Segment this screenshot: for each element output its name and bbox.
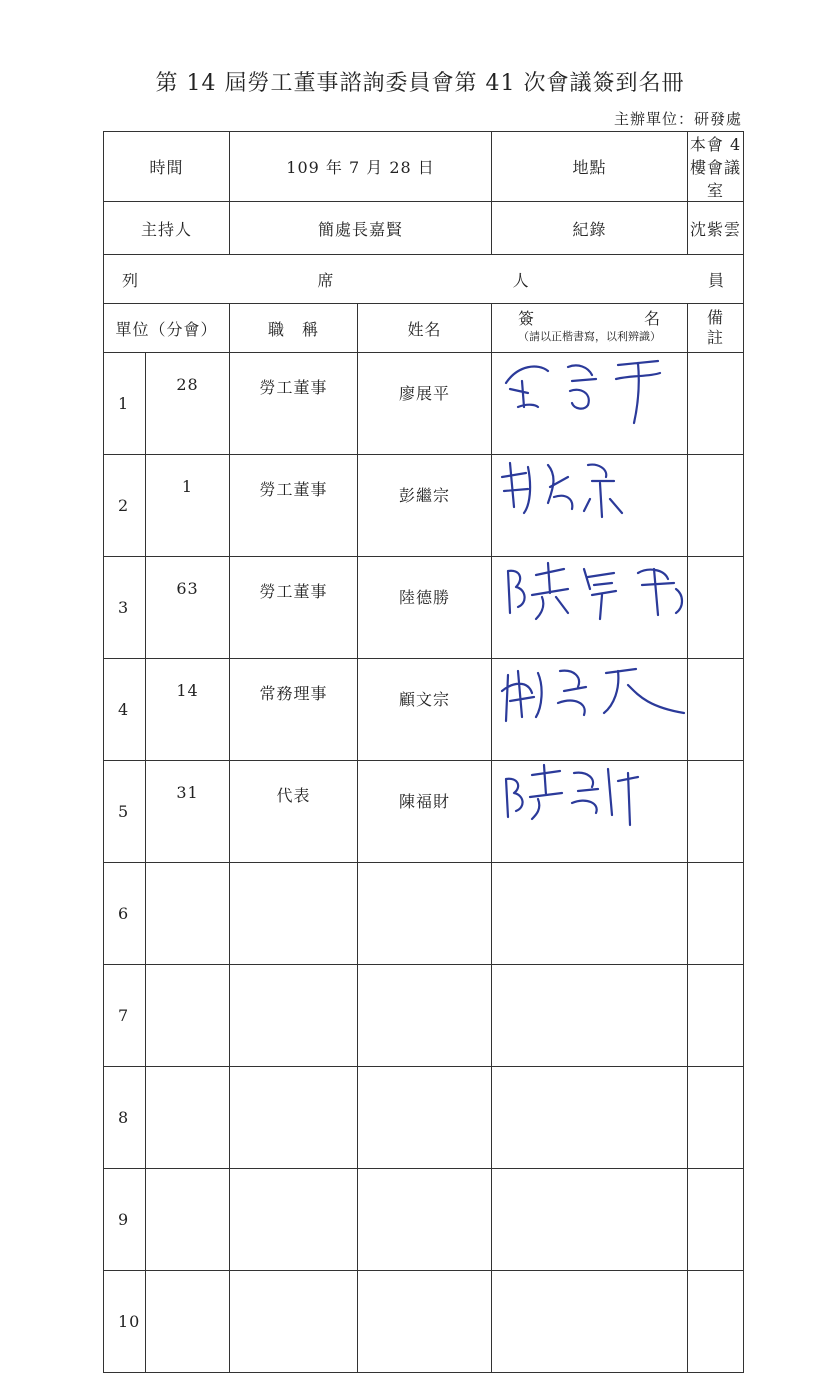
row-remark <box>688 659 744 761</box>
recorder-value-cell <box>688 202 744 255</box>
row-unit: 28 <box>146 353 230 455</box>
row-position: 常務理事 <box>230 659 358 761</box>
row-name: 彭繼宗 <box>358 455 492 557</box>
row-signature <box>492 965 688 1067</box>
position-column-header: 職 稱 <box>230 304 358 353</box>
signature-header-right: 名 <box>644 309 662 328</box>
row-unit: 31 <box>146 761 230 863</box>
sign-in-sheet <box>103 131 744 1373</box>
row-index: 7 <box>104 965 146 1067</box>
recorder-label-cell <box>492 202 688 255</box>
table-row <box>104 1271 744 1373</box>
handwritten-signature <box>492 455 688 533</box>
row-index: 4 <box>104 659 146 761</box>
row-unit <box>146 863 230 965</box>
table-row <box>104 659 744 761</box>
name-column-header: 姓名 <box>358 304 492 353</box>
handwritten-signature <box>492 659 688 737</box>
table-row <box>104 353 744 455</box>
row-remark <box>688 863 744 965</box>
handwritten-signature <box>492 557 688 635</box>
row-position: 勞工董事 <box>230 557 358 659</box>
organizer-label: 主辦單位：研發處 <box>613 110 742 128</box>
attendance-header <box>104 255 744 304</box>
row-index: 9 <box>104 1169 146 1271</box>
table-row <box>104 1169 744 1271</box>
row-unit: 63 <box>146 557 230 659</box>
document-title: 第 14 屆勞工董事諮詢委員會第 41 次會議簽到名冊 <box>155 71 685 96</box>
table-row <box>104 863 744 965</box>
row-remark <box>688 1067 744 1169</box>
recorder-value: 沈紫雲 <box>690 219 742 239</box>
row-signature <box>492 1067 688 1169</box>
row-remark <box>688 1169 744 1271</box>
attendance-char-4: 員 <box>707 270 725 290</box>
row-name: 顧文宗 <box>358 659 492 761</box>
host-label: 主持人 <box>104 202 230 255</box>
row-signature <box>492 1169 688 1271</box>
host-value: 簡處長嘉賢 <box>230 202 492 255</box>
row-signature <box>492 353 688 455</box>
row-remark <box>688 965 744 1067</box>
row-index: 1 <box>104 353 146 455</box>
table-row <box>104 965 744 1067</box>
row-position <box>230 1067 358 1169</box>
row-remark <box>688 353 744 455</box>
attendee-rows <box>104 353 744 1373</box>
row-index: 10 <box>104 1271 146 1373</box>
row-name: 陸德勝 <box>358 557 492 659</box>
time-label: 時間 <box>104 132 230 202</box>
table-row <box>104 761 744 863</box>
time-value: 109 年 7 月 28 日 <box>230 132 492 202</box>
attendance-char-3: 人 <box>512 270 530 290</box>
row-unit <box>146 965 230 1067</box>
handwritten-signature <box>492 353 688 431</box>
place-value: 本會 4 樓會議室 <box>689 135 742 200</box>
attendance-char-1: 列 <box>122 270 140 290</box>
row-unit: 1 <box>146 455 230 557</box>
row-signature <box>492 659 688 761</box>
meeting-info-row-2 <box>104 202 744 255</box>
row-name: 陳福財 <box>358 761 492 863</box>
attendance-header-row <box>104 255 744 304</box>
row-unit <box>146 1067 230 1169</box>
meeting-info-row-1 <box>104 132 744 202</box>
row-remark <box>688 455 744 557</box>
row-index: 6 <box>104 863 146 965</box>
row-remark <box>688 761 744 863</box>
signature-note: （請以正楷書寫，以利辨識） <box>518 330 662 343</box>
place-label <box>492 132 688 202</box>
row-name <box>358 1271 492 1373</box>
row-position <box>230 1271 358 1373</box>
handwritten-signature <box>492 761 688 839</box>
table-row <box>104 455 744 557</box>
attendance-char-2: 席 <box>317 270 335 290</box>
row-index: 2 <box>104 455 146 557</box>
row-name <box>358 1067 492 1169</box>
row-unit <box>146 1271 230 1373</box>
row-signature <box>492 863 688 965</box>
unit-column-header: 單位（分會） <box>104 304 230 353</box>
row-index: 5 <box>104 761 146 863</box>
row-position <box>230 1169 358 1271</box>
signature-column-header <box>492 304 688 353</box>
place-value-cell <box>688 132 744 202</box>
row-position: 勞工董事 <box>230 353 358 455</box>
row-position: 勞工董事 <box>230 455 358 557</box>
row-remark <box>688 557 744 659</box>
recorder-label: 紀錄 <box>572 219 607 239</box>
remark-header-bottom: 註 <box>707 328 725 347</box>
row-index: 3 <box>104 557 146 659</box>
row-name: 廖展平 <box>358 353 492 455</box>
row-position <box>230 965 358 1067</box>
table-row <box>104 1067 744 1169</box>
row-index: 8 <box>104 1067 146 1169</box>
remark-header-top: 備 <box>707 308 725 327</box>
row-unit <box>146 1169 230 1271</box>
column-header-row <box>104 304 744 353</box>
signature-header-left: 簽 <box>518 309 536 328</box>
row-position <box>230 863 358 965</box>
remark-column-header <box>688 304 744 353</box>
row-signature <box>492 557 688 659</box>
row-name <box>358 1169 492 1271</box>
row-signature <box>492 761 688 863</box>
row-remark <box>688 1271 744 1373</box>
place-label-text: 地點 <box>572 158 607 177</box>
row-unit: 14 <box>146 659 230 761</box>
row-position: 代表 <box>230 761 358 863</box>
row-signature <box>492 455 688 557</box>
row-signature <box>492 1271 688 1373</box>
row-name <box>358 965 492 1067</box>
row-name <box>358 863 492 965</box>
table-row <box>104 557 744 659</box>
